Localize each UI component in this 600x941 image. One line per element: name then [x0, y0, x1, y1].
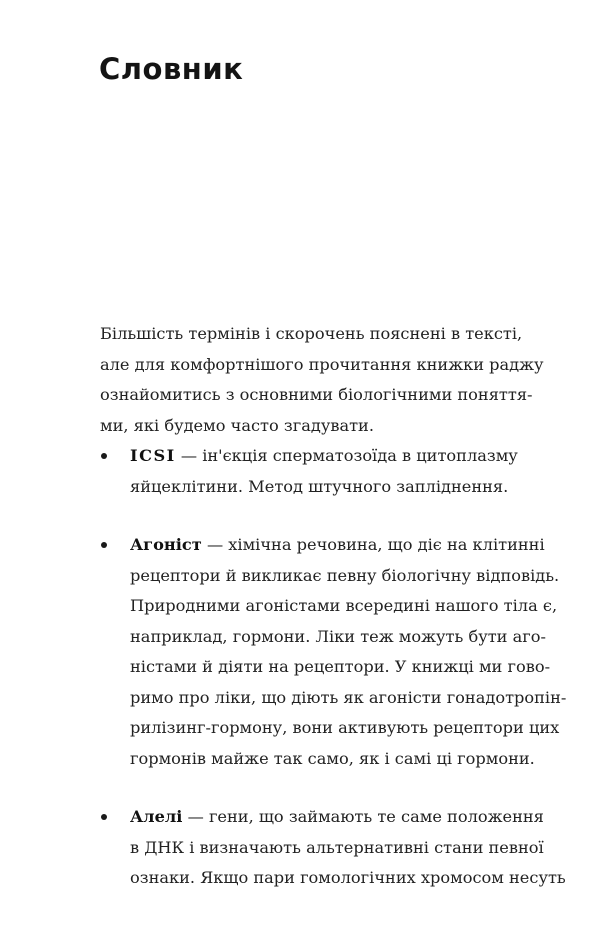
bullet-icon: [101, 453, 107, 459]
glossary-entry-agonist: [100, 530, 567, 774]
glossary-term: Алелі: [130, 807, 183, 826]
em-dash: —: [182, 807, 209, 826]
intro-line: Більшість термінів і скорочень пояснені в тексті,: [100, 324, 523, 343]
definition-text: ін'єкція сперматозоїда в цитоплазму: [202, 446, 518, 465]
intro-line: ознайомитись з основними біологічними поняття-: [100, 385, 533, 404]
entry-first-line: [130, 530, 545, 561]
definition-line: рецептори й викликає певну біологічну відповідь.: [130, 565, 560, 585]
intro-line: ми, які будемо часто згадувати.: [100, 415, 374, 435]
definition-line: яйцеклітини. Метод штучного запліднення.: [130, 476, 509, 496]
glossary-term: ICSI: [130, 446, 176, 465]
definition-line: ознаки. Якщо пари гомологічних хромосом несуть: [130, 868, 566, 887]
definition-line: наприклад, гормони. Ліки теж можуть бути аго-: [130, 626, 546, 646]
definition-line: в ДНК і визначають альтернативні стани певної: [130, 837, 544, 857]
bullet-icon: [101, 542, 107, 548]
em-dash: —: [175, 446, 203, 465]
definition-text: хімічна речовина, що діє на клітинні: [228, 535, 545, 554]
glossary-entry-alleles: [100, 802, 566, 894]
glossary-term: Агоніст: [130, 535, 202, 554]
glossary-list: [100, 441, 567, 924]
intro-paragraph: [100, 319, 544, 441]
intro-line: але для комфортнішого прочитання книжки раджу: [100, 354, 544, 374]
em-dash: —: [201, 535, 229, 554]
entry-first-line: [130, 441, 518, 472]
glossary-entry-icsi: [100, 441, 518, 502]
definition-line: ністами й діяти на рецептори. У книжці ми гово-: [130, 657, 551, 676]
definition-text: гени, що займають те саме положення: [208, 807, 544, 826]
bullet-icon: [101, 814, 107, 820]
definition-line: рилізинг-гормону, вони активують рецептори цих: [130, 718, 560, 737]
definition-line: гормонів майже так само, як і самі ці гормони.: [130, 748, 535, 768]
definition-line: Природними агоністами всередині нашого тіла є,: [130, 596, 558, 615]
definition-line: римо про ліки, що діють як агоністи гонадотропін-: [130, 687, 567, 707]
entry-first-line: [130, 802, 544, 833]
page-title: Словник: [99, 52, 244, 86]
